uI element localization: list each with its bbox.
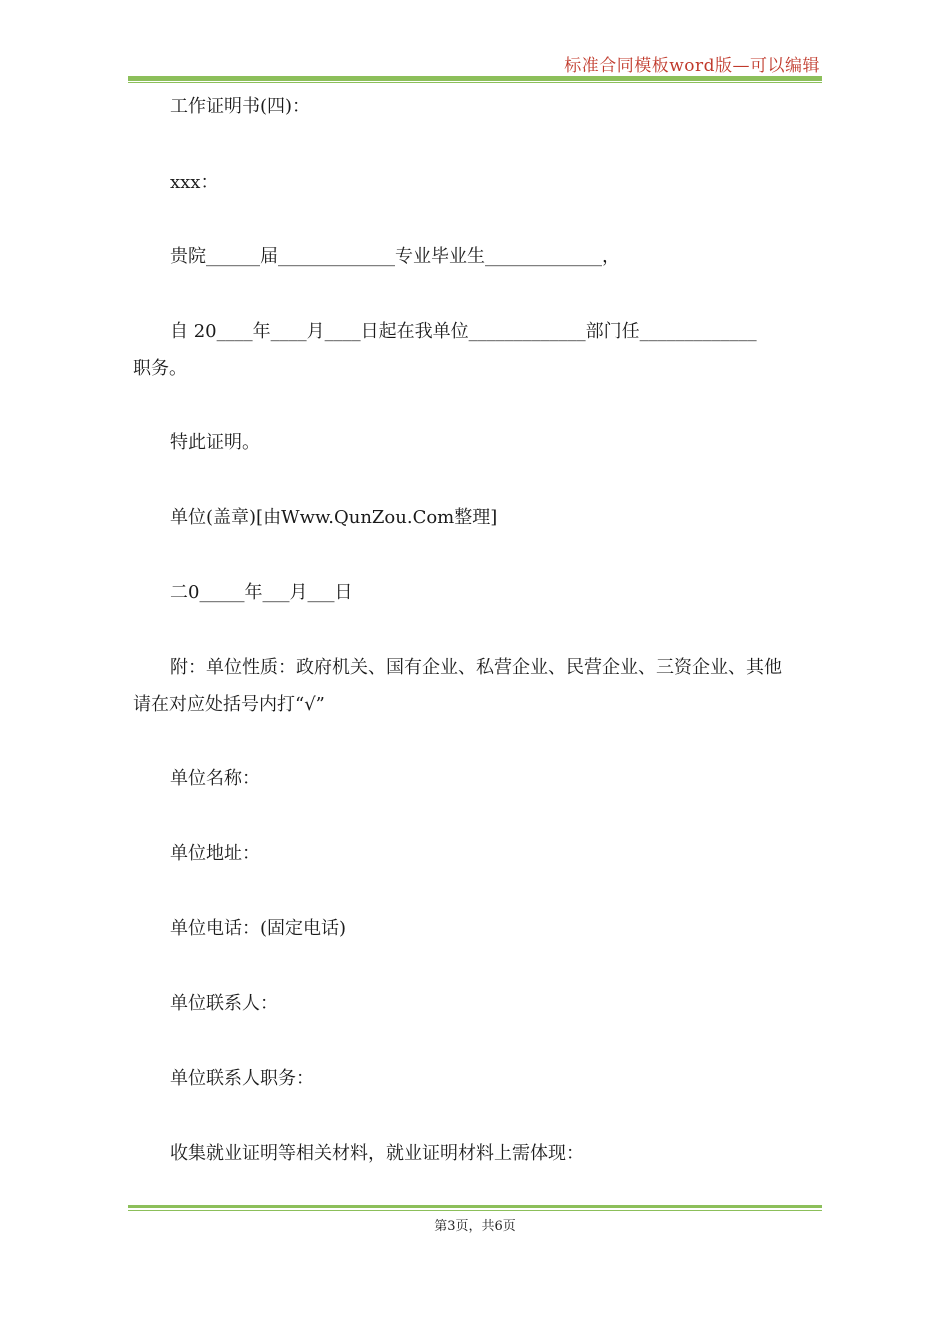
certify-line: 特此证明。: [170, 432, 260, 453]
note-line-a: 附：单位性质：政府机关、国有企业、私营企业、民营企业、三资企业、其他: [170, 657, 782, 678]
header-rule-thin: [128, 82, 822, 83]
body-line-1: 贵院______届_____________专业毕业生_____________，: [170, 246, 620, 267]
body-line-2b: 职务。: [133, 358, 187, 379]
header-title: 标准合同模板word版—可以编辑: [564, 56, 820, 76]
contact-title-field: 单位联系人职务：: [170, 1068, 314, 1089]
header-rule: [128, 76, 822, 81]
footer-rule-thin: [128, 1210, 822, 1211]
note-line-b: 请在对应处括号内打“√”: [133, 694, 325, 715]
page-number: 第3页，共6页: [434, 1219, 516, 1234]
body-line-2a: 自 20____年____月____日起在我单位_____________部门任_____________: [170, 321, 757, 342]
date-line: 二0_____年___月___日: [170, 582, 353, 603]
unit-phone-field: 单位电话：(固定电话): [170, 918, 347, 939]
unit-address-field: 单位地址：: [170, 843, 260, 864]
unit-contact-field: 单位联系人：: [170, 993, 278, 1014]
footer-rule: [128, 1205, 822, 1208]
doc-title: 工作证明书(四)：: [170, 96, 311, 117]
unit-name-field: 单位名称：: [170, 768, 260, 789]
seal-line: 单位(盖章)[由Www.QunZou.Com整理]: [170, 507, 498, 528]
collect-line: 收集就业证明等相关材料，就业证明材料上需体现：: [170, 1143, 584, 1164]
salutation: xxx：: [170, 172, 219, 193]
